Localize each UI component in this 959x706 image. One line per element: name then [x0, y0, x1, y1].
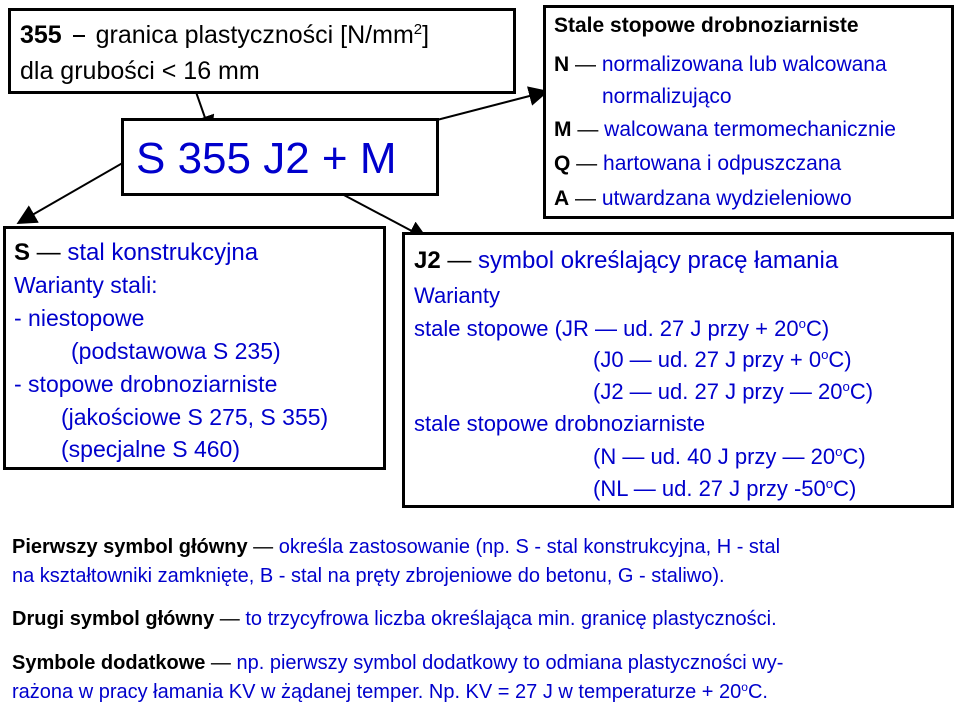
- steel-line-3: (podstawowa S 235): [71, 338, 281, 364]
- yield-value: 355: [20, 21, 62, 49]
- note-additional-line-1: Symbole dodatkowe — np. pierwszy symbol dodatkowy to odmiana plastyczności wy-: [12, 652, 784, 674]
- alloy-item-N-cont: normalizująco: [602, 85, 732, 108]
- j2-row-2: (J0 — ud. 27 J przy + $0^oC$): [593, 347, 852, 372]
- alloy-item-N: N — normalizowana lub walcowana: [554, 53, 887, 76]
- steel-head: S — stal konstrukcyjna: [14, 239, 259, 266]
- steel-line-5: (jakościowe S 275, S 355): [61, 404, 329, 430]
- steel-line-2: - niestopowe: [14, 305, 145, 331]
- alloy-item-A: A — utwardzana wydzieleniowo: [554, 187, 852, 210]
- alloy-condition-box: [543, 5, 954, 219]
- dash: [73, 35, 85, 37]
- arrow-S-to-steel: [20, 157, 133, 222]
- note-first-symbol-line-2: na kształtowniki zamknięte, B - stal na pręty zbrojeniowe do betonu, G - staliwo).: [12, 565, 725, 587]
- alloy-item-M: M — walcowana termomechanicznie: [554, 118, 896, 141]
- j2-row-4: stale stopowe drobnoziarniste: [414, 411, 706, 436]
- yield-strength-box: [8, 8, 516, 94]
- steel-line-6: (specjalne S 460): [61, 436, 240, 462]
- j2-row-5: (N — ud. 40 J przy — 20$^o$C): [593, 444, 866, 469]
- unit-exponent: 2: [413, 21, 423, 38]
- designation-box: [121, 118, 439, 196]
- note-second-symbol: Drugi symbol główny — to trzycyfrowa liczba określająca min. granicę plastyczności.: [12, 608, 777, 630]
- note-first-symbol-line-1: Pierwszy symbol główny — określa zastosowanie (np. S - stal konstrukcyjna, H - stal: [12, 536, 781, 558]
- yield-line-1: [20, 23, 429, 48]
- yield-desc: granica plastyczności [N/mm: [95, 21, 414, 49]
- alloy-item-Q: Q — hartowana i odpuszczana: [554, 152, 842, 175]
- j2-row-1: stale stopowe (JR — ud. 27 J przy + $20^oC$): [414, 316, 830, 341]
- steel-type-box: [3, 226, 386, 470]
- j2-head: J2 — symbol określający pracę łamania: [414, 247, 839, 274]
- steel-line-4: - stopowe drobnoziarniste: [14, 371, 278, 397]
- impact-energy-box: [402, 232, 954, 508]
- unit-bracket: ]: [422, 21, 430, 49]
- note-additional-line-2: rażona w pracy łamania KV w żądanej temper. Np. KV = 27 J w temperaturze + $20^oC$.: [12, 679, 768, 703]
- j2-row-3: (J2 — ud. 27 J przy — 20$^o$C): [593, 379, 874, 404]
- j2-warianty: Warianty: [414, 283, 500, 308]
- j2-row-6: (NL — ud. 27 J przy -50$^o$C): [593, 476, 857, 501]
- designation-text: S 355 J2 + M: [136, 134, 397, 183]
- alloy-title: Stale stopowe drobnoziarniste: [554, 14, 859, 37]
- steel-line-1: Warianty stali:: [14, 272, 158, 298]
- yield-line-2: dla grubości < 16 mm: [20, 57, 260, 85]
